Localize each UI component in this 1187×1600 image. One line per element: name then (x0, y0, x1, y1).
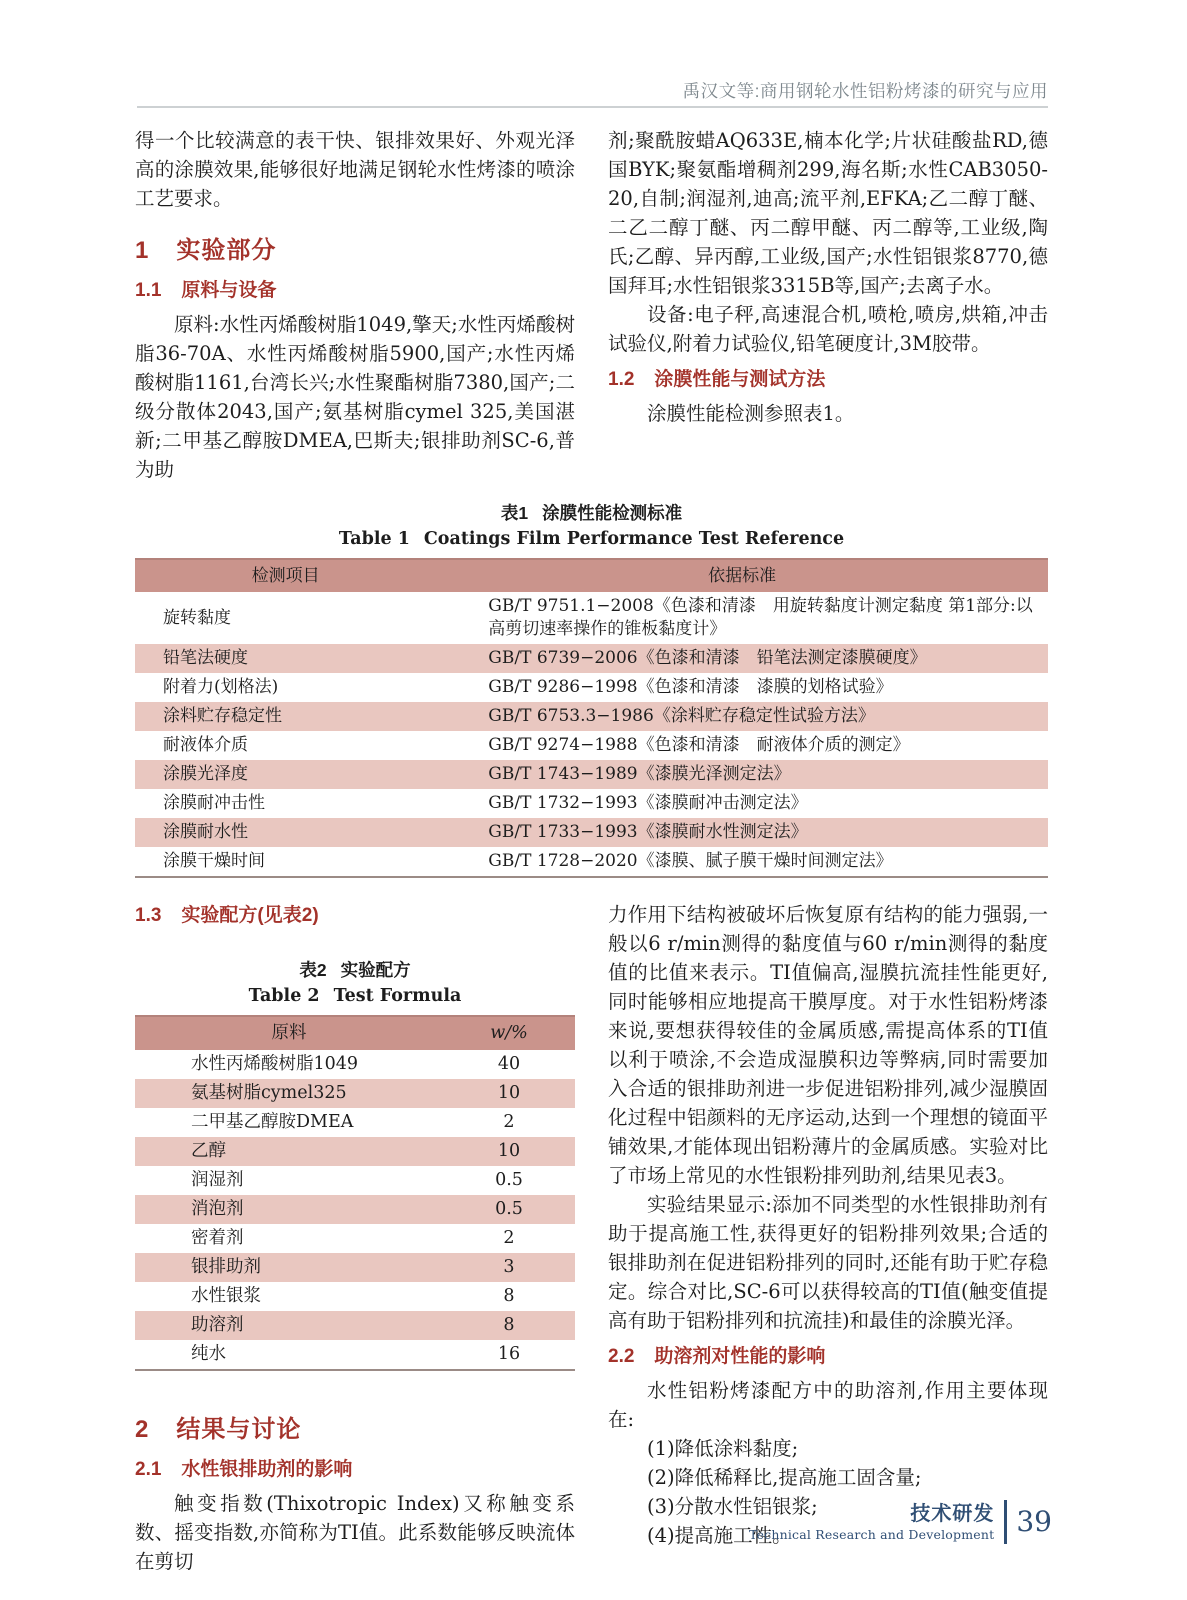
table1-row (135, 818, 1048, 847)
table-cell: 银排助剂 (135, 1253, 443, 1282)
table-cell: 8 (443, 1311, 575, 1340)
table1-row (135, 847, 1048, 877)
table2-row (135, 1050, 575, 1079)
section-heading-1-2 (608, 364, 1048, 391)
table-cell: 2 (503, 1112, 515, 1132)
thixotropic-paragraph: 触变指数(Thixotropic Index)又称触变系数、摇变指数,亦简称为TI值。此系数能够反映流体在剪切 (135, 1492, 575, 1573)
footer-divider (1004, 1500, 1007, 1544)
table-cell: 润湿剂 (191, 1170, 244, 1190)
materials-paragraph: 原料:水性丙烯酸树脂1049,擎天;水性丙烯酸树脂36-70A、水性丙烯酸树脂5900,国产;水性丙烯酸树脂1161,台湾长兴;水性聚酯树脂7380,国产;二级分散体2043,国产;氨基树脂cymel 325,美国湛新;二甲基乙醇胺DMEA,巴斯夫;银排助剂SC-6,普为助 (135, 313, 575, 481)
table1 (135, 558, 1048, 878)
table-cell: 消泡剂 (135, 1195, 443, 1224)
table2-row (135, 1079, 575, 1108)
section-heading-2-2 (608, 1341, 1048, 1368)
table1-row (135, 731, 1048, 760)
table1-caption-zh (135, 500, 1048, 525)
left-column-bottom (135, 900, 575, 1576)
table-cell: GB/T 9274−1988《色漆和清漆 耐液体介质的测定》 (488, 735, 910, 755)
table1-row (135, 592, 1048, 644)
table-cell: 旋转黏度 (163, 607, 231, 628)
list-item: (4)提高施工性。 (647, 1524, 792, 1547)
section-number: 1.3 (135, 905, 162, 926)
right-column-top (608, 126, 1048, 484)
continuation-paragraph: 力作用下结构被破坏后恢复原有结构的能力强弱,一般以6 r/min测得的黏度值与60 r/min测得的黏度值的比值来表示。TI值偏高,湿膜抗流挂性能更好,同时能够相应地提高干膜厚度。对于水性铝粉烤漆来说,要想获得较佳的金属质感,需提高体系的TI值以利于喷涂,不会造成湿膜积边等弊病,同时需要加入合适的银排助剂进一步促进铝粉排列,减少湿膜固化过程中铝颜料的无序运动,达到一个理想的镜面平铺效果,才能体现出铝粉薄片的金属质感。实验对比了市场上常见的水性银粉排列助剂,结果见表3。 (608, 903, 1048, 1187)
section-heading-2-1 (135, 1454, 575, 1481)
column-header: 原料 (135, 1016, 443, 1050)
table2-row (135, 1253, 575, 1282)
section-number: 1.1 (135, 280, 162, 301)
table2-row (135, 1340, 575, 1370)
table-cell: 纯水 (191, 1344, 226, 1364)
section-title: 实验配方(见表2) (181, 905, 319, 926)
table-cell: 2 (503, 1228, 515, 1248)
section-heading-1-1 (135, 275, 575, 302)
table2-row (135, 1282, 575, 1311)
table-cell: GB/T 1733−1993《漆膜耐水性测定法》 (436, 818, 1048, 847)
table-cell: 8 (503, 1286, 515, 1306)
table-cell: 涂膜耐水性 (135, 818, 436, 847)
table-caption-text: Coatings Film Performance Test Reference (423, 529, 845, 549)
running-title: 禹汉文等:商用钢轮水性铝粉烤漆的研究与应用 (682, 81, 1048, 101)
column-header: w/% (443, 1016, 575, 1050)
table2-row (135, 1166, 575, 1195)
continuation-paragraph: 得一个比较满意的表干快、银排效果好、外观光泽高的涂膜效果,能够很好地满足钢轮水性烤漆的喷涂工艺要求。 (135, 129, 575, 210)
section-number: 1.2 (608, 369, 635, 390)
table2-row (135, 1108, 575, 1137)
table-cell: GB/T 1728−2020《漆膜、腻子膜干燥时间测定法》 (488, 851, 893, 871)
table1-row (135, 702, 1048, 731)
page-footer (749, 1500, 1052, 1544)
footer-section-label (749, 1502, 994, 1543)
column-header: 依据标准 (436, 559, 1048, 592)
list-item: (3)分散水性铝银浆; (647, 1495, 818, 1518)
table-label: Table 1 (338, 529, 410, 549)
footer-section-en: Technical Research and Development (748, 1526, 995, 1542)
column-header: 检测项目 (135, 559, 436, 592)
section-title: 水性银排助剂的影响 (181, 1459, 353, 1480)
table-cell: GB/T 9286−1998《色漆和清漆 漆膜的划格试验》 (488, 677, 893, 697)
table-caption-text: 涂膜性能检测标准 (542, 503, 683, 523)
table-label: Table 2 (248, 986, 320, 1006)
right-column-bottom (608, 900, 1048, 1576)
table2-section (135, 957, 575, 1371)
section-number: 1 (135, 237, 149, 264)
table2-body (135, 1050, 575, 1370)
table1-section (135, 500, 1048, 878)
continuation-paragraph: 剂;聚酰胺蜡AQ633E,楠本化学;片状硅酸盐RD,德国BYK;聚氨酯增稠剂299,海名斯;水性CAB3050-20,自制;润湿剂,迪高;流平剂,EFKA;乙二醇丁醚、二乙二醇丁醚、丙二醇甲醚、丙二醇等,工业级,陶氏;乙醇、异丙醇,工业级,国产;水性铝银浆8770,德国拜耳;水性铝银浆3315B等,国产;去离子水。 (608, 129, 1048, 297)
table-cell: 涂料贮存稳定性 (135, 702, 436, 731)
table-cell: 水性丙烯酸树脂1049 (191, 1054, 359, 1074)
section-title: 涂膜性能与测试方法 (654, 369, 826, 390)
table2-row (135, 1195, 575, 1224)
table-cell: GB/T 6739−2006《色漆和清漆 铅笔法测定漆膜硬度》 (436, 644, 1048, 673)
table-cell: 0.5 (495, 1170, 523, 1190)
table1-row (135, 789, 1048, 818)
table2 (135, 1015, 575, 1371)
table1-caption-en (135, 529, 1048, 549)
table-cell: 0.5 (443, 1195, 575, 1224)
section-number: 2 (135, 1416, 149, 1443)
table-cell: GB/T 1743−1989《漆膜光泽测定法》 (436, 760, 1048, 789)
table1-header-row (135, 559, 1048, 592)
section-number: 2.2 (608, 1346, 635, 1367)
list-item: (2)降低稀释比,提高施工固含量; (647, 1466, 922, 1489)
table-cell: 涂膜光泽度 (135, 760, 436, 789)
table-cell: 氨基树脂cymel325 (135, 1079, 443, 1108)
footer-section-zh: 技术研发 (910, 1502, 995, 1525)
table-cell: 40 (497, 1054, 521, 1074)
table2-row (135, 1137, 575, 1166)
section-title: 实验部分 (176, 237, 277, 264)
section-title: 结果与讨论 (176, 1416, 302, 1443)
table-cell: 3 (443, 1253, 575, 1282)
table2-row (135, 1311, 575, 1340)
table-cell: 附着力(划格法) (163, 677, 279, 697)
table1-reference-paragraph: 涂膜性能检测参照表1。 (647, 402, 855, 425)
solvent-intro-paragraph: 水性铝粉烤漆配方中的助溶剂,作用主要体现在: (608, 1379, 1048, 1431)
page-number: 39 (1016, 1505, 1052, 1538)
section-title: 原料与设备 (181, 280, 277, 301)
table1-row (135, 673, 1048, 702)
bottom-columns (135, 900, 1048, 1576)
left-column-top (135, 126, 575, 484)
table-cell: 二甲基乙醇胺DMEA (191, 1112, 354, 1132)
table-cell: GB/T 1732−1993《漆膜耐冲击测定法》 (488, 793, 808, 813)
table-cell: 16 (497, 1344, 521, 1364)
table1-body (135, 592, 1048, 877)
table2-caption-en (135, 986, 575, 1006)
table-cell: 耐液体介质 (163, 735, 248, 755)
table-cell: GB/T 9751.1−2008《色漆和清漆 用旋转黏度计测定黏度 第1部分:以高剪切速率操作的锥板黏度计》 (488, 596, 1033, 639)
table2-caption-zh (135, 957, 575, 982)
table-caption-text: 实验配方 (340, 960, 411, 980)
list-item: (1)降低涂料黏度; (647, 1437, 799, 1460)
section-heading-1-3 (135, 900, 575, 927)
table-cell: 水性银浆 (191, 1286, 261, 1306)
section-title: 助溶剂对性能的影响 (654, 1346, 826, 1367)
table2-header-row (135, 1016, 575, 1050)
table2-row (135, 1224, 575, 1253)
results-paragraph: 实验结果显示:添加不同类型的水性银排助剂有助于提高施工性,获得更好的铝粉排列效果;合适的银排助剂在促进铝粉排列的同时,还能有助于贮存稳定。综合对比,SC-6可以获得较高的TI值(触变值提高有助于铝粉排列和抗流挂)和最佳的涂膜光泽。 (608, 1193, 1048, 1332)
header-rule (137, 106, 1048, 108)
table-label: 表1 (500, 503, 529, 523)
table-cell: GB/T 6753.3−1986《涂料贮存稳定性试验方法》 (436, 702, 1048, 731)
table-cell: 涂膜耐冲击性 (163, 793, 265, 813)
section-heading-1 (135, 230, 575, 265)
section-heading-2 (135, 1409, 575, 1444)
table-cell: 10 (443, 1079, 575, 1108)
table-cell: 涂膜干燥时间 (163, 851, 265, 871)
equipment-paragraph: 设备:电子秤,高速混合机,喷枪,喷房,烘箱,冲击试验仪,附着力试验仪,铅笔硬度计,3M胶带。 (608, 303, 1048, 355)
table-cell: 铅笔法硬度 (135, 644, 436, 673)
table-cell: 助溶剂 (135, 1311, 443, 1340)
section-number: 2.1 (135, 1459, 162, 1480)
table1-row (135, 644, 1048, 673)
table-cell: 10 (443, 1137, 575, 1166)
table-cell: 密着剂 (191, 1228, 244, 1248)
page-content (135, 126, 1048, 1576)
top-columns (135, 126, 1048, 484)
table-caption-text: Test Formula (333, 986, 462, 1006)
table1-row (135, 760, 1048, 789)
table-cell: 乙醇 (135, 1137, 443, 1166)
table-label: 表2 (299, 960, 327, 980)
